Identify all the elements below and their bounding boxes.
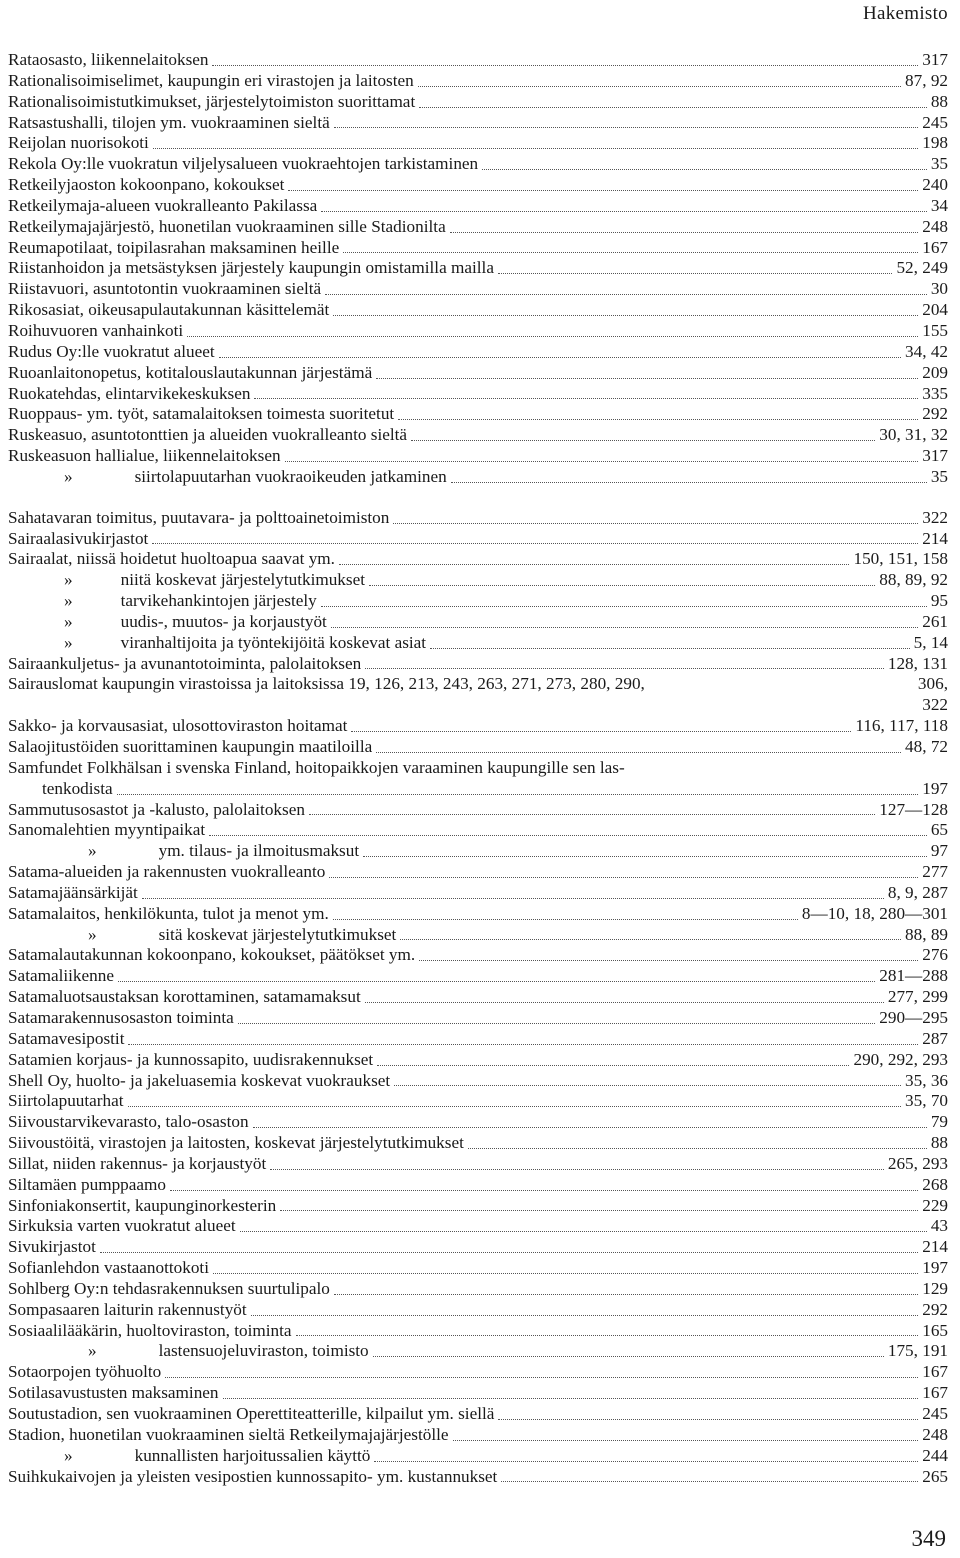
index-entry <box>8 71 948 92</box>
entry-pages: 35 <box>930 466 948 486</box>
ditto-mark: » <box>64 1445 73 1465</box>
entry-text: Sairauslomat kaupungin virastoissa ja laitoksissa 19, 126, 213, 243, 263, 271, 273, 280, 290, <box>8 674 645 694</box>
dot-leader <box>270 1168 884 1170</box>
dot-leader <box>365 1001 884 1003</box>
entry-text <box>8 633 426 654</box>
index-entry <box>8 467 948 488</box>
entry-text: Ratsastushalli, tilojen ym. vuokraaminen sieltä <box>8 112 330 132</box>
entry-text: Rekola Oy:lle vuokratun viljelysalueen vuokraehtojen tarkistaminen <box>8 154 479 174</box>
entry-pages: 48, 72 <box>905 737 948 756</box>
index-entry <box>8 1091 948 1112</box>
index-entry <box>8 529 948 550</box>
dot-leader <box>453 1439 919 1441</box>
entry-pages: 197 <box>922 1258 948 1278</box>
entry-pages: 204 <box>922 300 948 320</box>
dot-leader <box>394 1084 901 1086</box>
index-entry <box>8 1467 948 1488</box>
dot-leader <box>482 168 927 170</box>
dot-leader <box>253 1126 927 1128</box>
entry-text: Soutustadion, sen vuokraaminen Operettiteatterille, kilpailut ym. siellä <box>8 1404 495 1423</box>
dot-leader <box>128 1043 918 1045</box>
entry-pages: 8—10, 18, 280—301 <box>801 903 948 923</box>
index-entry <box>8 217 948 238</box>
dot-leader <box>288 189 918 191</box>
index-entry <box>8 570 948 591</box>
index-entry <box>8 1300 948 1321</box>
index-entry <box>8 238 948 259</box>
entry-pages: 292 <box>922 404 948 424</box>
entry-pages: 240 <box>922 175 948 195</box>
entry-text: Sakko- ja korvausasiat, ulosottoviraston hoitamat <box>8 716 348 736</box>
entry-pages: 268 <box>922 1174 948 1194</box>
entry-pages: 175, 191 <box>887 1341 948 1361</box>
entry-pages: 87, 92 <box>905 70 948 90</box>
entry-text: Satamaliikenne <box>8 966 114 986</box>
dot-leader <box>333 918 798 920</box>
entry-pages: 209 <box>922 362 948 382</box>
entry-pages: 306, <box>917 674 948 694</box>
entry-pages: 88, 89, 92 <box>879 570 948 590</box>
index-entry <box>8 862 948 883</box>
entry-text: Rationalisoimistutkimukset, järjestelytoimiston suorittamat <box>8 91 416 111</box>
dot-leader <box>468 1147 927 1149</box>
entry-subtext: niitä koskevat järjestelytutkimukset <box>120 570 365 590</box>
entry-text: Siivoustöitä, virastojen ja laitosten, koskevat järjestelytutkimukset <box>8 1133 464 1153</box>
entry-pages: 52, 249 <box>896 258 948 278</box>
index-entry <box>8 1446 948 1467</box>
entry-pages: 317 <box>922 446 948 466</box>
entry-text: Sohlberg Oy:n tehdasrakennuksen suurtulipalo <box>8 1278 330 1298</box>
entry-pages: 248 <box>922 1424 948 1444</box>
entry-text: Reumapotilaat, toipilasrahan maksaminen heille <box>8 237 340 257</box>
dot-leader <box>363 855 927 857</box>
index-entry <box>8 1196 948 1217</box>
entry-subtext: ym. tilaus- ja ilmoitusmaksut <box>158 841 360 861</box>
entry-pages: 165 <box>922 1320 948 1340</box>
entry-pages: 277, 299 <box>887 987 948 1007</box>
entry-subtext: kunnallisten harjoitussalien käyttö <box>134 1445 371 1465</box>
entry-text <box>8 467 447 488</box>
dot-leader <box>128 1105 902 1107</box>
entry-text: Rikosasiat, oikeusapulautakunnan käsittelemät <box>8 300 330 320</box>
entry-pages: 322 <box>922 507 948 527</box>
index-entry <box>8 50 948 71</box>
entry-text <box>8 612 327 633</box>
entry-pages: 248 <box>922 216 948 236</box>
entry-text: Siirtolapuutarhat <box>8 1091 124 1111</box>
entry-pages: 88 <box>930 91 948 111</box>
dot-leader <box>419 959 918 961</box>
dot-leader <box>212 64 918 66</box>
ditto-mark: » <box>64 591 73 611</box>
entry-text: Ruokatehdas, elintarvikekeskuksen <box>8 383 251 403</box>
entry-pages: 127—128 <box>879 799 948 819</box>
entry-subtext: sitä koskevat järjestelytutkimukset <box>158 924 397 944</box>
index-entry <box>8 737 948 758</box>
index-entry <box>8 591 948 612</box>
entry-pages: 287 <box>922 1028 948 1048</box>
dot-leader <box>377 1064 849 1066</box>
index-entry <box>8 1216 948 1237</box>
dot-leader <box>170 1189 918 1191</box>
index-entry <box>8 1237 948 1258</box>
entry-text: Siivoustarvikevarasto, talo-osaston <box>8 1112 249 1132</box>
entry-text: Sotaorpojen työhuolto <box>8 1362 162 1382</box>
dot-leader <box>240 1230 927 1232</box>
dot-leader <box>450 231 919 233</box>
entry-text: Satamajäänsärkijät <box>8 882 138 902</box>
entry-text <box>8 1446 370 1467</box>
entry-continuation-pages: 322 <box>922 695 948 715</box>
entry-text: Ruskeasuo, asuntotonttien ja alueiden vuokralleanto sieltä <box>8 425 408 445</box>
entry-text: Stadion, huonetilan vuokraaminen sieltä Retkeilymajajärjestölle <box>8 1424 449 1444</box>
index-entry <box>8 1133 948 1154</box>
dot-leader <box>219 356 901 358</box>
entry-pages: 34 <box>930 195 948 215</box>
index-entry <box>8 1258 948 1279</box>
entry-text <box>8 925 396 946</box>
index-entry <box>8 363 948 384</box>
index-entry <box>8 154 948 175</box>
dot-leader <box>309 813 875 815</box>
entry-text <box>8 841 359 862</box>
entry-text: Sotilasavustusten maksaminen <box>8 1383 219 1403</box>
index-entry <box>8 1071 948 1092</box>
entry-pages: 335 <box>922 383 948 403</box>
index-entry <box>8 133 948 154</box>
entry-text: Sillat, niiden rakennus- ja korjaustyöt <box>8 1153 267 1173</box>
dot-leader <box>376 751 901 753</box>
entry-text: Sairaalat, niissä hoidetut huoltoapua saavat ym. <box>8 549 335 569</box>
index-entry <box>8 1154 948 1175</box>
entry-text: Sivukirjastot <box>8 1237 96 1257</box>
dot-leader <box>285 460 919 462</box>
dot-leader <box>365 667 884 669</box>
entry-text: Sahatavaran toimitus, puutavara- ja polttoainetoimiston <box>8 507 390 527</box>
dot-leader <box>418 85 901 87</box>
dot-leader <box>451 481 927 483</box>
entry-pages: 150, 151, 158 <box>853 549 948 569</box>
entry-subtext: siirtolapuutarhan vuokraoikeuden jatkaminen <box>134 466 447 486</box>
entry-text: Samfundet Folkhälsan i svenska Finland, hoitopaikkojen varaaminen kaupungille sen las- <box>8 757 625 777</box>
entry-pages: 229 <box>922 1195 948 1215</box>
dot-leader <box>373 1355 884 1357</box>
index-entry <box>8 1404 948 1425</box>
dot-leader <box>498 1418 918 1420</box>
entry-pages: 276 <box>922 945 948 965</box>
dot-leader <box>393 522 918 524</box>
entry-text: Sammutusosastot ja -kalusto, palolaitoksen <box>8 799 305 819</box>
index-entry <box>8 1321 948 1342</box>
index-entry <box>8 508 948 529</box>
index-entry <box>8 1383 948 1404</box>
entry-text: Satamarakennusosaston toiminta <box>8 1007 234 1027</box>
index-entry <box>8 716 948 737</box>
index-entry <box>8 758 948 800</box>
entry-pages: 290, 292, 293 <box>853 1049 948 1069</box>
dot-leader <box>334 126 918 128</box>
dot-leader <box>400 938 901 940</box>
index-entry <box>8 904 948 925</box>
entry-text: Satamalautakunnan kokoonpano, kokoukset, päätökset ym. <box>8 945 416 965</box>
dot-leader <box>209 834 927 836</box>
entry-pages: 35 <box>930 154 948 174</box>
index-entry <box>8 279 948 300</box>
entry-text: Riistanhoidon ja metsästyksen järjestely kaupungin omistamilla mailla <box>8 258 494 278</box>
entry-text: Sairaankuljetus- ja avunantotoiminta, palolaitoksen <box>8 653 362 673</box>
entry-text: Ruskeasuon hallialue, liikennelaitoksen <box>8 446 281 466</box>
dot-leader <box>100 1251 918 1253</box>
dot-leader <box>411 439 875 441</box>
entry-text: Satama-alueiden ja rakennusten vuokralleanto <box>8 862 326 882</box>
entry-pages: 292 <box>922 1299 948 1319</box>
index-entry <box>8 800 948 821</box>
entry-pages: 79 <box>930 1112 948 1132</box>
dot-leader <box>339 563 850 565</box>
entry-pages: 245 <box>922 112 948 132</box>
dot-leader <box>251 1314 919 1316</box>
entry-pages: 281—288 <box>879 966 948 986</box>
entry-text: Retkeilymajajärjestö, huonetilan vuokraaminen sille Stadionilta <box>8 216 446 236</box>
ditto-mark: » <box>64 632 73 652</box>
entry-pages: 5, 14 <box>913 632 948 652</box>
entry-pages: 197 <box>922 778 948 798</box>
entry-text: Satamaluotsaustaksan korottaminen, satamamaksut <box>8 987 361 1007</box>
entry-pages: 245 <box>922 1404 948 1423</box>
ditto-mark: » <box>64 611 73 631</box>
entry-pages: 95 <box>930 591 948 611</box>
entry-continuation <box>8 779 948 800</box>
entry-text: Sinfoniakonsertit, kaupunginorkesterin <box>8 1195 277 1215</box>
entry-text: Ruoppaus- ym. työt, satamalaitoksen toimesta suoritetut <box>8 404 395 424</box>
entry-pages: 290—295 <box>879 1007 948 1027</box>
dot-leader <box>419 106 927 108</box>
dot-leader <box>254 397 918 399</box>
dot-leader <box>430 647 910 649</box>
entry-text: Retkeilymaja-alueen vuokralleanto Pakilassa <box>8 195 318 215</box>
dot-leader <box>398 418 918 420</box>
entry-pages: 167 <box>922 237 948 257</box>
entry-pages: 261 <box>922 611 948 631</box>
entry-text: Sairaalasivukirjastot <box>8 528 149 548</box>
index-entry <box>8 1341 948 1362</box>
index-entry <box>8 925 948 946</box>
entry-pages: 35, 70 <box>905 1091 948 1111</box>
entry-pages: 167 <box>922 1383 948 1403</box>
entry-text: Ruoanlaitonopetus, kotitalouslautakunnan järjestämä <box>8 362 373 382</box>
index-entry <box>8 196 948 217</box>
index-entry <box>8 654 948 675</box>
entry-pages: 30 <box>930 279 948 299</box>
entry-pages: 214 <box>922 528 948 548</box>
entry-text: Shell Oy, huolto- ja jakeluasemia koskevat vuokraukset <box>8 1070 391 1090</box>
dot-leader <box>153 147 918 149</box>
dot-leader <box>331 626 918 628</box>
ditto-mark: » <box>88 1341 97 1361</box>
dot-leader <box>213 1272 918 1274</box>
index-entry <box>8 612 948 633</box>
index-entry <box>8 1029 948 1050</box>
entry-text: Siltamäen pumppaamo <box>8 1174 166 1194</box>
entry-text: Sirkuksia varten vuokratut alueet <box>8 1216 236 1236</box>
index-entry <box>8 1279 948 1300</box>
entry-subtext: viranhaltijoita ja työntekijöitä koskevat asiat <box>120 632 427 652</box>
entry-text: Sosiaalilääkärin, huoltoviraston, toiminta <box>8 1320 292 1340</box>
entry-text: Rataosasto, liikennelaitoksen <box>8 50 209 69</box>
entry-text <box>8 591 317 612</box>
entry-pages: 30, 31, 32 <box>879 425 948 445</box>
index-entry <box>8 425 948 446</box>
index-entry <box>8 92 948 113</box>
entry-pages: 167 <box>922 1362 948 1382</box>
entry-text: Sofianlehdon vastaanottokoti <box>8 1258 209 1278</box>
entry-subtext: uudis-, muutos- ja korjaustyöt <box>120 611 327 631</box>
dot-leader <box>325 293 927 295</box>
dot-leader <box>280 1209 918 1211</box>
entry-pages: 155 <box>922 320 948 340</box>
index-entry <box>8 321 948 342</box>
dot-leader <box>152 542 918 544</box>
entry-pages: 43 <box>930 1216 948 1236</box>
index-entry <box>8 987 948 1008</box>
running-header: Hakemisto <box>862 3 948 24</box>
dot-leader <box>334 1293 918 1295</box>
ditto-mark: » <box>64 570 73 590</box>
entry-pages: 244 <box>922 1445 948 1465</box>
dot-leader <box>296 1334 919 1336</box>
entry-pages: 317 <box>922 50 948 69</box>
index-entry <box>8 446 948 467</box>
index-entry <box>8 883 948 904</box>
entry-continuation-text: tenkodista <box>42 778 113 798</box>
index-entry <box>8 1425 948 1446</box>
entry-pages: 265, 293 <box>887 1153 948 1173</box>
index-entry <box>8 820 948 841</box>
entry-pages: 88, 89 <box>905 924 948 944</box>
index-entry <box>8 841 948 862</box>
index-entry <box>8 113 948 134</box>
entry-text: Rudus Oy:lle vuokratut alueet <box>8 341 215 361</box>
entry-pages: 35, 36 <box>905 1070 948 1090</box>
dot-leader <box>329 876 918 878</box>
index-entry <box>8 1362 948 1383</box>
entry-text: Satamalaitos, henkilökunta, tulot ja menot ym. <box>8 903 329 923</box>
ditto-mark: » <box>88 924 97 944</box>
index-entry <box>8 384 948 405</box>
dot-leader <box>501 1480 918 1482</box>
entry-pages: 198 <box>922 133 948 153</box>
index-entry <box>8 258 948 279</box>
dot-leader <box>498 272 892 274</box>
entry-subtext: lastensuojeluviraston, toimisto <box>158 1341 369 1361</box>
entry-pages: 34, 42 <box>905 341 948 361</box>
index-entry <box>8 945 948 966</box>
dot-leader <box>238 1022 875 1024</box>
dot-leader <box>374 1460 918 1462</box>
ditto-mark: » <box>64 466 73 486</box>
entry-subtext: tarvikehankintojen järjestely <box>120 591 317 611</box>
entry-text: Satamavesipostit <box>8 1028 125 1048</box>
entry-pages: 128, 131 <box>887 653 948 673</box>
entry-pages: 65 <box>930 820 948 840</box>
entry-pages: 116, 117, 118 <box>855 716 948 736</box>
index-entry <box>8 1175 948 1196</box>
dot-leader <box>376 377 918 379</box>
index-entry <box>8 175 948 196</box>
entry-text: Rationalisoimiselimet, kaupungin eri virastojen ja laitosten <box>8 70 414 90</box>
entry-pages: 97 <box>930 841 948 861</box>
index-entry <box>8 1050 948 1071</box>
dot-leader <box>343 251 918 253</box>
index-list <box>8 50 948 1487</box>
entry-text: Satamien korjaus- ja kunnossapito, uudisrakennukset <box>8 1049 374 1069</box>
entry-text: Retkeilyjaoston kokoonpano, kokoukset <box>8 175 285 195</box>
index-entry <box>8 1112 948 1133</box>
index-entry <box>8 300 948 321</box>
entry-text: Suihkukaivojen ja yleisten vesipostien kunnossapito- ym. kustannukset <box>8 1466 498 1486</box>
dot-leader <box>187 335 918 337</box>
entry-pages: 88 <box>930 1133 948 1153</box>
entry-text <box>8 1341 369 1362</box>
entry-pages: 8, 9, 287 <box>887 882 948 902</box>
entry-text: Sompasaaren laiturin rakennustyöt <box>8 1299 247 1319</box>
page-number: 349 <box>911 1526 946 1551</box>
index-entry <box>8 966 948 987</box>
dot-leader <box>223 1397 919 1399</box>
dot-leader <box>117 793 919 795</box>
index-entry <box>8 404 948 425</box>
entry-text: Roihuvuoren vanhainkoti <box>8 320 184 340</box>
dot-leader <box>142 897 884 899</box>
dot-leader <box>165 1376 918 1378</box>
index-entry <box>8 633 948 654</box>
dot-leader <box>321 210 927 212</box>
entry-text: Sanomalehtien myyntipaikat <box>8 820 206 840</box>
entry-text: Riistavuori, asuntotontin vuokraaminen sieltä <box>8 279 322 299</box>
index-entry <box>8 674 948 695</box>
entry-pages: 214 <box>922 1237 948 1257</box>
entry-text <box>8 570 365 591</box>
ditto-mark: » <box>88 841 97 861</box>
dot-leader <box>351 730 851 732</box>
entry-pages: 277 <box>922 862 948 882</box>
index-entry <box>8 549 948 570</box>
index-entry <box>8 342 948 363</box>
dot-leader <box>321 605 927 607</box>
entry-text: Salaojitustöiden suorittaminen kaupungin maatiloilla <box>8 737 373 756</box>
index-entry <box>8 1008 948 1029</box>
dot-leader <box>333 314 918 316</box>
entry-text: Reijolan nuorisokoti <box>8 133 149 153</box>
dot-leader <box>369 584 875 586</box>
entry-pages: 265 <box>922 1466 948 1486</box>
dot-leader <box>118 980 875 982</box>
entry-pages: 129 <box>922 1278 948 1298</box>
